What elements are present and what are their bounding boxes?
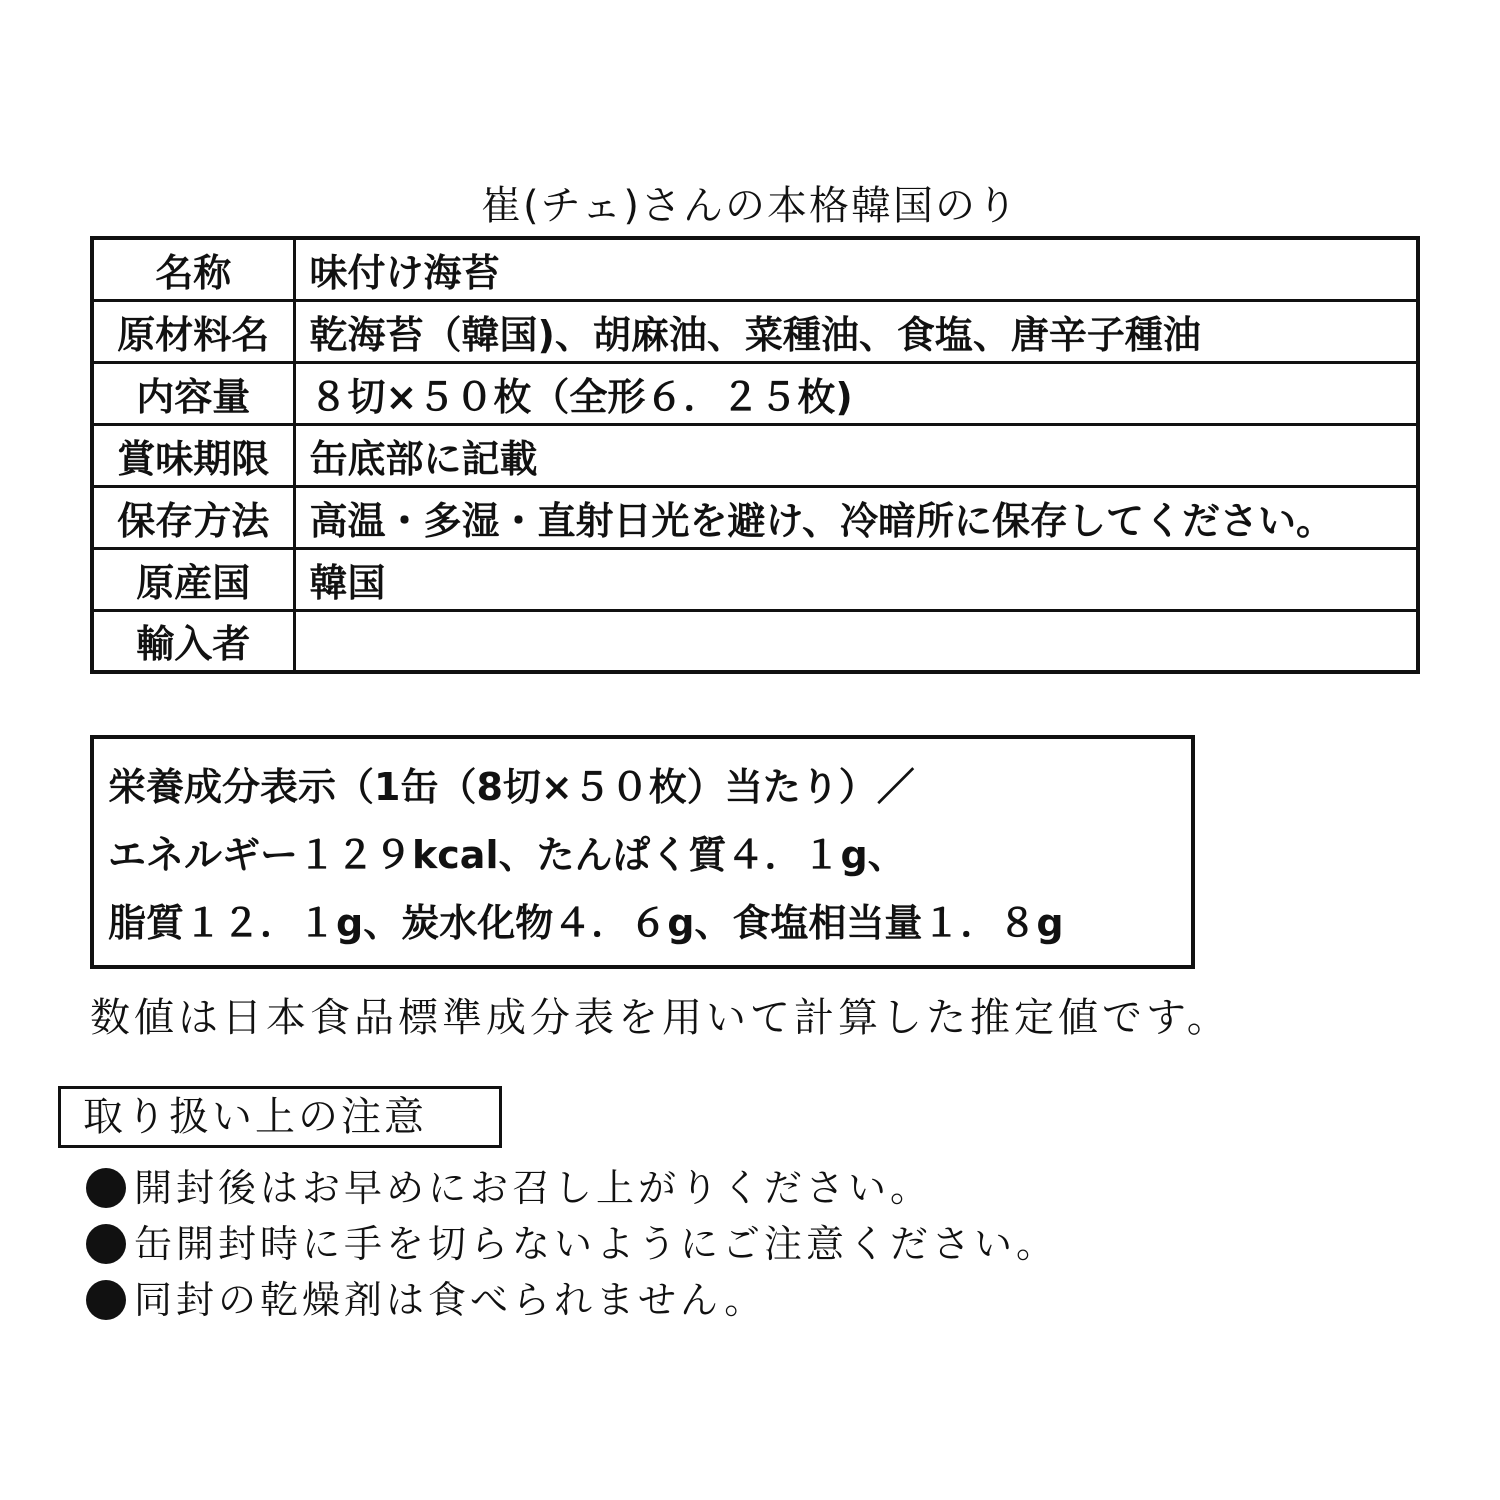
list-item-text: 開封後はお早めにお召し上がりください。 — [134, 1166, 933, 1210]
label-row — [92, 486, 1418, 548]
nutrition-facts-box — [90, 735, 1195, 969]
bullet-icon — [86, 1224, 126, 1264]
label-value: 缶底部に記載 — [294, 424, 1418, 486]
handling-heading: 取り扱い上の注意 — [58, 1086, 502, 1148]
nutrition-line: エネルギー１２９kcal、たんぱく質４．１g、 — [108, 833, 906, 877]
label-value — [294, 610, 1418, 672]
nutrition-heading: 栄養成分表示（1缶（8切×５０枚）当たり）／ — [108, 765, 915, 809]
label-row — [92, 300, 1418, 362]
label-value: 味付け海苔 — [294, 238, 1418, 300]
label-row — [92, 362, 1418, 424]
label-row — [92, 424, 1418, 486]
label-key: 輸入者 — [92, 610, 294, 672]
label-key: 賞味期限 — [92, 424, 294, 486]
calculation-note: 数値は日本食品標準成分表を用いて計算した推定値です。 — [90, 995, 1231, 1041]
list-item-text: 同封の乾燥剤は食べられません。 — [134, 1278, 767, 1322]
handling-list — [86, 1160, 1058, 1328]
label-key: 内容量 — [92, 362, 294, 424]
bullet-icon — [86, 1168, 126, 1208]
label-key: 原産国 — [92, 548, 294, 610]
label-key: 原材料名 — [92, 300, 294, 362]
product-title: 崔(チェ)さんの本格韓国のり — [480, 183, 1019, 229]
nutrition-line: 脂質１２．１g、炭水化物４．６g、食塩相当量１．８g — [108, 901, 1064, 945]
bullet-icon — [86, 1280, 126, 1320]
label-row — [92, 238, 1418, 300]
food-label-table — [90, 236, 1420, 674]
label-row — [92, 610, 1418, 672]
label-value: ８切×５０枚（全形６．２５枚) — [294, 362, 1418, 424]
list-item — [86, 1216, 1058, 1272]
label-value: 韓国 — [294, 548, 1418, 610]
label-key: 名称 — [92, 238, 294, 300]
label-key: 保存方法 — [92, 486, 294, 548]
label-value: 乾海苔（韓国)、胡麻油、菜種油、食塩、唐辛子種油 — [294, 300, 1418, 362]
list-item — [86, 1160, 1058, 1216]
label-value: 高温・多湿・直射日光を避け、冷暗所に保存してください。 — [294, 486, 1418, 548]
label-row — [92, 548, 1418, 610]
list-item-text: 缶開封時に手を切らないようにご注意ください。 — [134, 1222, 1059, 1266]
list-item — [86, 1272, 1058, 1328]
